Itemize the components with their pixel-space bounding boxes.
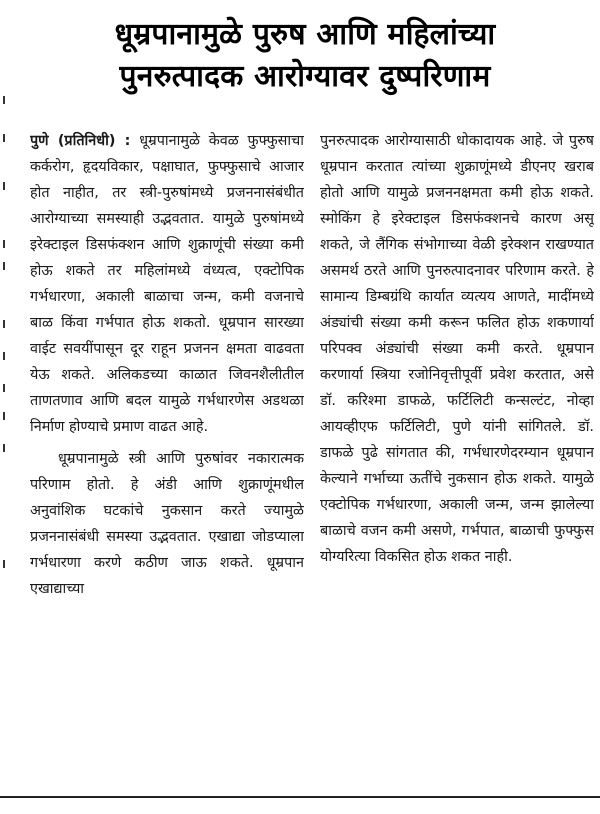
headline-line-1: धूम्रपानामुळे पुरुष आणि महिलांच्या <box>114 17 496 52</box>
paragraph-text: धूम्रपानामुळे केवळ फुफ्फुसाचा कर्करोग, हृदयविकार, पक्षाघात, फुफ्फुसाचे आजार होत नाहीत, तर स्त्री-पुरुषांमध्ये प्रजननासंबंधीत आरोग्याच्या समस्याही उद्भवतात. यामुळे पुरुषांमध्ये इरेक्टाइल डिसफंक्शन आणि शुक्राणूंची संख्या कमी होऊ शकते तर महिलांमध्ये वंध्यत्व, एक्टोपिक गर्भधारणा, अकाली बाळाचा जन्म, कमी वजनाचे बाळ किंवा गर्भपात होऊ शकतो. धूम्रपान सारख्या वाईट सवयींपासून दूर राहून प्रजनन क्षमता वाढवता येऊ शकते. अलिकडच्या काळात जिवनशैलीतील ताणतणाव आणि बदल यामुळे गर्भधारणेस अडथळा निर्माण होण्याचे प्रमाण वाढत आहे. <box>30 133 304 435</box>
headline-line-2: पुनरुत्पादक आरोग्यावर दुष्परिणाम <box>119 59 491 94</box>
paragraph: पुनरुत्पादक आरोग्यासाठी धोकादायक आहे. जे पुरुष धूम्रपान करतात त्यांच्या शुक्राणूंमध्ये डीएनए खराब होतो आणि यामुळे प्रजननक्षमता कमी होऊ शकते. स्मोकिंग हे इरेक्टाइल डिसफंक्शनचे कारण असू शकते, जे लैंगिक संभोगाच्या वेळी इरेक्शन राखण्यात असमर्थ ठरते आणि पुनरुत्पादनावर परिणाम करते. हे सामान्य डिम्बग्रंथि कार्यात व्यत्यय आणते, मादींमध्ये अंड्यांची संख्या कमी करून फलित होऊ शकणार्या परिपक्व अंड्यांची संख्या कमी करते. धूम्रपान करणार्या स्त्रिया रजोनिवृत्तीपूर्वी प्रवेश करतात, असे डॉ. करिश्मा डाफळे, फर्टिलिटी कन्सल्टंट, नोव्हा आयव्हीएफ फर्टिलिटी, पुणे यांनी सांगितले. डॉ. डाफळे पुढे सांगतात की, गर्भधारणेदरम्यान धूम्रपान केल्याने गर्भाच्या ऊतींचे नुकसान होऊ शकते. यामुळे एक्टोपिक गर्भधारणा, अकाली जन्म, जन्म झालेल्या बाळाचे वजन कमी असणे, गर्भपात, बाळाची फुफ्फुस योग्यरित्या विकसित होऊ शकत नाही. <box>320 133 594 565</box>
column-1 <box>30 128 304 778</box>
article-headline <box>18 14 592 98</box>
column-2 <box>320 128 594 778</box>
left-margin-fragment <box>0 0 14 790</box>
paragraph: धूम्रपानामुळे स्त्री आणि पुरुषांवर नकारात्मक परिणाम होतो. हे अंडी आणि शुक्राणूंमधील अनुवांशिक घटकांचे नुकसान करते ज्यामुळे प्रजननासंबंधी समस्या उद्भवतात. एखाद्या जोडप्याला गर्भधारणा करणे कठीण जाऊ शकते. धूम्रपान एखाद्याच्या <box>30 451 304 597</box>
paragraph <box>30 128 304 440</box>
dateline: पुणे (प्रतिनिधी) : <box>30 133 131 149</box>
article-body <box>30 128 594 778</box>
bottom-rule <box>0 796 600 798</box>
